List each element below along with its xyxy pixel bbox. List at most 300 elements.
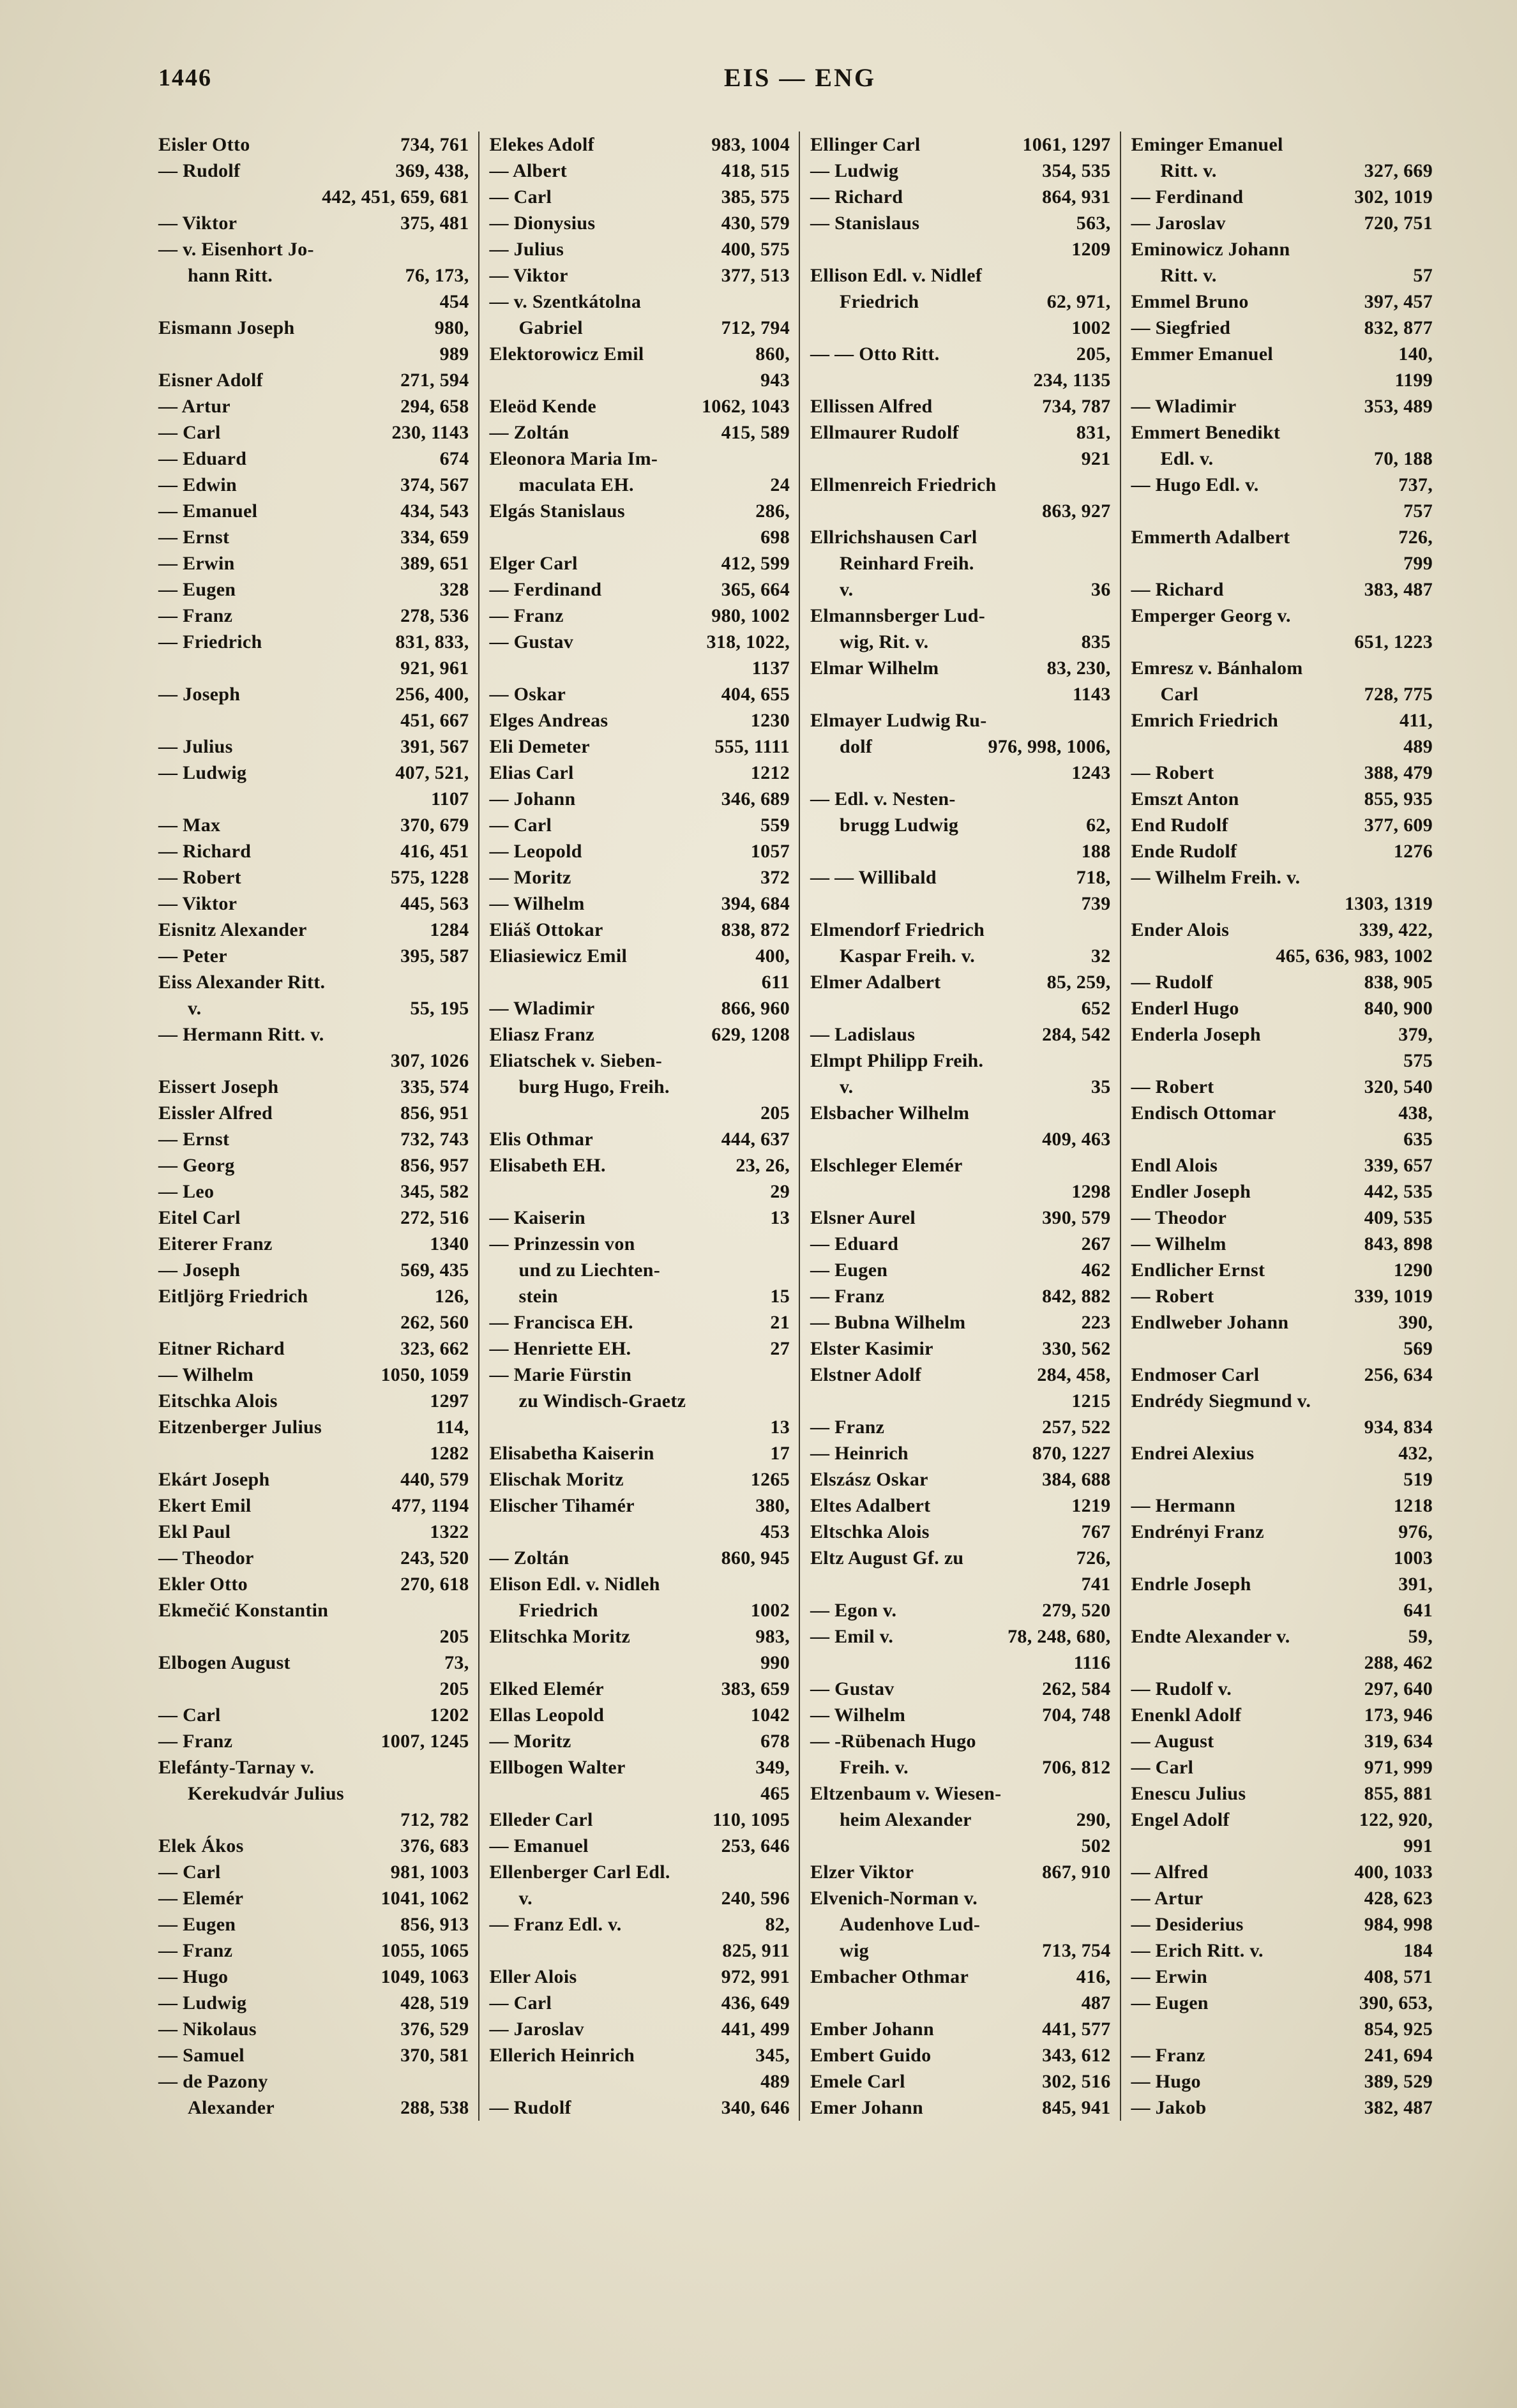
index-entry-line	[810, 969, 1111, 995]
entry-name: Eltz August Gf. zu	[810, 1547, 964, 1569]
entry-page-numbers: 713, 754	[1042, 1940, 1111, 1961]
index-entry-line	[1131, 943, 1433, 969]
entry-page-numbers: 256, 400,	[395, 684, 469, 705]
entry-name: — Joseph	[158, 684, 241, 705]
entry-name: Elmar Wilhelm	[810, 658, 939, 679]
entry-name: — Moritz	[489, 867, 571, 888]
entry-name: Emer Johann	[810, 2097, 923, 2118]
entry-page-numbers: 674	[439, 448, 469, 469]
entry-name: Enderl Hugo	[1131, 998, 1239, 1019]
index-entry-line	[810, 1205, 1111, 1231]
entry-page-numbers: 385, 575	[721, 186, 790, 207]
index-entry-line	[158, 1414, 469, 1440]
entry-page-numbers: 442, 451, 659, 681	[322, 186, 469, 207]
entry-page-numbers: 418, 515	[721, 160, 790, 181]
entry-page-numbers: 397, 457	[1364, 291, 1433, 312]
index-entry-line	[810, 550, 1111, 576]
index-entry-line	[158, 262, 469, 289]
index-entry-line	[158, 1074, 469, 1100]
index-entry-line	[810, 2016, 1111, 2042]
entry-name: Ellison Edl. v. Nidlef	[810, 265, 983, 286]
index-entry-line	[1131, 472, 1433, 498]
index-entry-line	[810, 1493, 1111, 1519]
entry-name: Eminger Emanuel	[1131, 134, 1283, 155]
index-entry-line	[158, 1388, 469, 1414]
entry-name: Emmerth Adalbert	[1131, 527, 1290, 548]
index-entry-line	[158, 1571, 469, 1597]
entry-page-numbers: 854, 925	[1364, 2019, 1433, 2040]
entry-name: — Hugo Edl. v.	[1131, 474, 1259, 495]
index-entry-line	[490, 1545, 790, 1571]
entry-name: Eltschka Alois	[810, 1521, 930, 1542]
entry-name: — Emanuel	[158, 500, 258, 522]
index-entry-line	[1131, 341, 1433, 367]
index-entry-line	[490, 681, 790, 707]
entry-name: — Eugen	[1131, 1992, 1209, 2013]
entry-page-numbers: 856, 957	[400, 1155, 469, 1176]
entry-page-numbers: 718,	[1076, 867, 1111, 888]
index-entry-line	[1131, 1597, 1433, 1623]
entry-name: — Franz	[810, 1417, 885, 1438]
entry-page-numbers: 294, 658	[400, 396, 469, 417]
index-entry-line	[490, 472, 790, 498]
entry-name: Elvenich-Norman v.	[810, 1888, 978, 1909]
index-entry-line	[490, 1021, 790, 1048]
entry-name: — Henriette EH.	[489, 1338, 631, 1359]
entry-page-numbers: 330, 562	[1042, 1338, 1111, 1359]
entry-page-numbers: 353, 489	[1364, 396, 1433, 417]
entry-name: — Julius	[158, 736, 233, 757]
index-entry-line	[158, 1754, 469, 1780]
entry-page-numbers: 302, 1019	[1354, 186, 1433, 207]
index-entry-line	[158, 576, 469, 603]
entry-page-numbers: 1303, 1319	[1345, 893, 1433, 914]
index-entry-line	[490, 1780, 790, 1807]
index-entry-line	[490, 1911, 790, 1938]
entry-page-numbers: 842, 882	[1042, 1286, 1111, 1307]
index-entry-line	[1131, 969, 1433, 995]
index-entry-line	[810, 1440, 1111, 1466]
index-entry-line	[490, 262, 790, 289]
entry-name: Eliasiewicz Emil	[489, 945, 628, 967]
entry-page-numbers: 55, 195	[410, 998, 469, 1019]
index-entry-line	[810, 995, 1111, 1021]
entry-name: Ellinger Carl	[810, 134, 921, 155]
index-entry-line	[490, 576, 790, 603]
entry-name: Ekert Emil	[158, 1495, 252, 1516]
entry-page-numbers: 205,	[1076, 343, 1111, 365]
entry-page-numbers: 430, 579	[721, 213, 790, 234]
index-entry-line	[490, 734, 790, 760]
entry-page-numbers: 383, 487	[1364, 579, 1433, 600]
index-entry-line	[810, 2042, 1111, 2068]
index-entry-line	[158, 1440, 469, 1466]
entry-page-numbers: 290,	[1076, 1809, 1111, 1830]
entry-name: Elisabeth EH.	[489, 1155, 606, 1176]
entry-name: — Wilhelm	[158, 1364, 254, 1385]
entry-page-numbers: 1116	[1073, 1652, 1111, 1673]
entry-name: — — Otto Ritt.	[810, 343, 940, 365]
entry-name: — Eugen	[810, 1260, 888, 1281]
entry-name: burg Hugo, Freih.	[518, 1076, 670, 1097]
index-entry-line	[810, 681, 1111, 707]
entry-page-numbers: 32	[1091, 945, 1111, 967]
entry-page-numbers: 21	[770, 1312, 790, 1333]
entry-name: — Emil v.	[810, 1626, 894, 1647]
entry-page-numbers: 374, 567	[400, 474, 469, 495]
entry-name: heim Alexander	[840, 1809, 972, 1830]
index-entry-line	[1131, 681, 1433, 707]
entry-page-numbers: 390,	[1398, 1312, 1433, 1333]
entry-page-numbers: 140,	[1398, 343, 1433, 365]
index-entry-line	[490, 1833, 790, 1859]
entry-page-numbers: 559	[760, 815, 790, 836]
entry-name: Eitner Richard	[158, 1338, 285, 1359]
entry-page-numbers: 635	[1403, 1129, 1433, 1150]
entry-page-numbers: 976, 998, 1006,	[988, 736, 1111, 757]
entry-name: maculata EH.	[518, 474, 634, 495]
index-entry-line	[490, 498, 790, 524]
entry-name: Elmer Adalbert	[810, 972, 941, 993]
entry-page-numbers: 62,	[1086, 815, 1111, 836]
index-entry-line	[490, 1885, 790, 1911]
page-number: 1446	[158, 64, 212, 91]
index-entry-line	[158, 1362, 469, 1388]
index-entry-line	[490, 550, 790, 576]
index-entry-line	[810, 812, 1111, 838]
index-entry-line	[158, 1833, 469, 1859]
entry-page-numbers: 734, 787	[1042, 396, 1111, 417]
entry-name: — Edl. v. Nesten-	[810, 788, 956, 809]
index-entry-line	[810, 1885, 1111, 1911]
index-entry-line	[1131, 210, 1433, 236]
index-entry-line	[490, 838, 790, 864]
entry-name: Emmer Emanuel	[1131, 343, 1273, 365]
entry-page-numbers: 339, 422,	[1359, 919, 1433, 940]
entry-name: — Franz	[1131, 2045, 1205, 2066]
entry-page-numbers: 739	[1081, 893, 1111, 914]
entry-name: — Viktor	[158, 213, 238, 234]
index-entry-line	[490, 995, 790, 1021]
index-entry-line	[1131, 1309, 1433, 1336]
entry-name: — Wladimir	[489, 998, 595, 1019]
entry-page-numbers: 416,	[1076, 1966, 1111, 1987]
index-entry-line	[1131, 1388, 1433, 1414]
entry-name: Elbogen August	[158, 1652, 291, 1673]
entry-name: Embert Guido	[810, 2045, 932, 2066]
index-entry-line	[810, 1623, 1111, 1650]
entry-page-numbers: 870, 1227	[1032, 1443, 1111, 1464]
index-entry-line	[490, 1859, 790, 1885]
entry-page-numbers: 726,	[1076, 1547, 1111, 1569]
entry-name: Elefánty-Tarnay v.	[158, 1757, 315, 1778]
entry-page-numbers: 78, 248, 680,	[1008, 1626, 1111, 1647]
index-entry-line	[158, 629, 469, 655]
entry-name: — Franz	[158, 1731, 233, 1752]
entry-name: — Gustav	[810, 1678, 894, 1699]
entry-page-numbers: 1007, 1245	[381, 1731, 469, 1752]
entry-page-numbers: 62, 971,	[1046, 291, 1111, 312]
entry-name: — Carl	[158, 1862, 221, 1883]
index-entry-line	[490, 1938, 790, 1964]
entry-name: Ellerich Heinrich	[489, 2045, 635, 2066]
entry-name: Elias Carl	[489, 762, 574, 783]
entry-page-numbers: 383, 659	[721, 1678, 790, 1699]
entry-name: v.	[840, 579, 854, 600]
index-entry-line	[158, 1493, 469, 1519]
index-entry-line	[1131, 1466, 1433, 1493]
entry-name: — Nikolaus	[158, 2019, 257, 2040]
entry-name: — Theodor	[158, 1547, 254, 1569]
entry-name: Elger Carl	[489, 553, 578, 574]
index-entry-line	[158, 707, 469, 734]
entry-name: — Eugen	[158, 579, 236, 600]
entry-page-numbers: 328	[439, 579, 469, 600]
index-entry-line	[810, 707, 1111, 734]
entry-page-numbers: 757	[1403, 500, 1433, 522]
entry-page-numbers: 407, 521,	[395, 762, 469, 783]
entry-name: Friedrich	[840, 291, 919, 312]
entry-page-numbers: 234, 1135	[1033, 370, 1111, 391]
index-entry-line	[810, 1362, 1111, 1388]
index-entry-line	[810, 315, 1111, 341]
index-entry-line	[1131, 1571, 1433, 1597]
entry-page-numbers: 126,	[434, 1286, 469, 1307]
entry-name: — Eugen	[158, 1914, 236, 1935]
entry-name: Elszász Oskar	[810, 1469, 928, 1490]
index-entry-line	[158, 969, 469, 995]
entry-page-numbers: 465	[760, 1783, 790, 1804]
entry-name: Endrei Alexius	[1131, 1443, 1255, 1464]
entry-page-numbers: 382, 487	[1364, 2097, 1433, 2118]
entry-page-numbers: 400, 575	[721, 239, 790, 260]
index-entry-line	[1131, 1807, 1433, 1833]
index-entry-line	[490, 419, 790, 446]
entry-page-numbers: 831, 833,	[395, 631, 469, 652]
entry-page-numbers: 271, 594	[400, 370, 469, 391]
entry-page-numbers: 408, 571	[1364, 1966, 1433, 1987]
entry-page-numbers: 1049, 1063	[381, 1966, 469, 1987]
entry-name: Eissler Alfred	[158, 1102, 273, 1124]
entry-name: Emrich Friedrich	[1131, 710, 1279, 731]
entry-name: — Ferdinand	[1131, 186, 1244, 207]
entry-name: Elekes Adolf	[489, 134, 594, 155]
index-entry-line	[158, 524, 469, 550]
entry-name: v.	[188, 998, 202, 1019]
index-entry-line	[490, 1388, 790, 1414]
entry-name: Eminowicz Johann	[1131, 239, 1290, 260]
index-entry-line	[490, 2095, 790, 2121]
index-entry-line	[490, 158, 790, 184]
index-entry-line	[158, 1283, 469, 1309]
index-entry-line	[158, 1257, 469, 1283]
entry-name: Elstner Adolf	[810, 1364, 922, 1385]
entry-name: — Bubna Wilhelm	[810, 1312, 966, 1333]
entry-page-numbers: 243, 520	[400, 1547, 469, 1569]
index-entry-line	[490, 2042, 790, 2068]
index-entry-line	[1131, 1074, 1433, 1100]
entry-name: Ende Rudolf	[1131, 841, 1237, 862]
entry-page-numbers: 1284	[430, 919, 469, 940]
entry-name: wig	[840, 1940, 869, 1961]
entry-page-numbers: 59,	[1408, 1626, 1433, 1647]
index-column-4	[1121, 132, 1442, 2121]
entry-name: — Heinrich	[810, 1443, 909, 1464]
index-entry-line	[810, 184, 1111, 210]
index-entry-line	[158, 1938, 469, 1964]
entry-name: Eleöd Kende	[489, 396, 596, 417]
entry-page-numbers: 307, 1026	[390, 1050, 469, 1071]
entry-page-numbers: 489	[1403, 736, 1433, 757]
entry-name: — Jaroslav	[489, 2019, 584, 2040]
entry-page-numbers: 453	[760, 1521, 790, 1542]
index-entry-line	[490, 367, 790, 393]
entry-name: Ekl Paul	[158, 1521, 231, 1542]
entry-name: — Rudolf	[158, 160, 241, 181]
entry-page-numbers: 375, 481	[400, 213, 469, 234]
entry-name: Ellmenreich Friedrich	[810, 474, 997, 495]
entry-page-numbers: 253, 646	[721, 1835, 790, 1856]
entry-name: — Eduard	[810, 1233, 899, 1254]
index-entry-line	[158, 472, 469, 498]
index-entry-line	[490, 864, 790, 891]
index-entry-line	[490, 1362, 790, 1388]
index-entry-line	[1131, 603, 1433, 629]
entry-page-numbers: 442, 535	[1364, 1181, 1433, 1202]
entry-name: Elison Edl. v. Nidleh	[489, 1574, 660, 1595]
index-entry-line	[1131, 1414, 1433, 1440]
index-column-1	[158, 132, 479, 2121]
entry-name: — Prinzessin von	[489, 1233, 635, 1254]
entry-name: Eitzenberger Julius	[158, 1417, 322, 1438]
entry-page-numbers: 205	[439, 1626, 469, 1647]
index-entry-line	[810, 1048, 1111, 1074]
entry-page-numbers: 840, 900	[1364, 998, 1433, 1019]
entry-page-numbers: 377, 513	[721, 265, 790, 286]
index-entry-line	[810, 1388, 1111, 1414]
entry-name: — Hugo	[158, 1966, 229, 1987]
entry-page-numbers: 838, 872	[721, 919, 790, 940]
entry-name: — Franz	[158, 1940, 233, 1961]
entry-page-numbers: 983,	[755, 1626, 790, 1647]
entry-page-numbers: 1340	[430, 1233, 469, 1254]
entry-name: — v. Eisenhort Jo-	[158, 239, 314, 260]
index-entry-line	[1131, 995, 1433, 1021]
entry-page-numbers: 340, 646	[721, 2097, 790, 2118]
entry-name: — — Willibald	[810, 867, 937, 888]
index-entry-line	[810, 1754, 1111, 1780]
entry-page-numbers: 835	[1081, 631, 1111, 652]
entry-page-numbers: 390, 653,	[1359, 1992, 1433, 2013]
entry-page-numbers: 698	[760, 527, 790, 548]
index-entry-line	[490, 393, 790, 419]
entry-page-numbers: 380,	[755, 1495, 790, 1516]
entry-name: — Dionysius	[489, 213, 596, 234]
entry-page-numbers: 114,	[435, 1417, 469, 1438]
entry-page-numbers: 262, 584	[1042, 1678, 1111, 1699]
index-entry-line	[1131, 2042, 1433, 2068]
entry-name: Elisabetha Kaiserin	[489, 1443, 654, 1464]
entry-page-numbers: 1243	[1071, 762, 1111, 783]
entry-page-numbers: 706, 812	[1042, 1757, 1111, 1778]
index-entry-line	[810, 1414, 1111, 1440]
entry-name: Emmel Bruno	[1131, 291, 1249, 312]
entry-page-numbers: 240, 596	[721, 1888, 790, 1909]
entry-page-numbers: 651, 1223	[1354, 631, 1433, 652]
entry-name: — Carl	[1131, 1757, 1194, 1778]
entry-page-numbers: 388, 479	[1364, 762, 1433, 783]
entry-page-numbers: 184	[1403, 1940, 1433, 1961]
index-entry-line	[1131, 1152, 1433, 1178]
entry-page-numbers: 262, 560	[400, 1312, 469, 1333]
index-entry-line	[158, 786, 469, 812]
entry-page-numbers: 376, 683	[400, 1835, 469, 1856]
entry-name: Enescu Julius	[1131, 1783, 1246, 1804]
entry-page-numbers: 438,	[1398, 1102, 1433, 1124]
entry-name: — de Pazony	[158, 2071, 268, 2092]
entry-page-numbers: 412, 599	[721, 553, 790, 574]
entry-name: — Wilhelm	[1131, 1233, 1226, 1254]
index-entry-line	[810, 1231, 1111, 1257]
entry-page-numbers: 451, 667	[400, 710, 469, 731]
index-entry-line	[1131, 1911, 1433, 1938]
index-entry-line	[158, 446, 469, 472]
index-entry-line	[1131, 1545, 1433, 1571]
index-entry-line	[490, 629, 790, 655]
entry-page-numbers: 1276	[1393, 841, 1433, 862]
entry-page-numbers: 1002	[1071, 317, 1111, 338]
entry-page-numbers: 1215	[1071, 1390, 1111, 1411]
entry-page-numbers: 83, 230,	[1046, 658, 1111, 679]
entry-page-numbers: 302, 516	[1042, 2071, 1111, 2092]
index-entry-line	[810, 603, 1111, 629]
index-entry-line	[158, 419, 469, 446]
entry-page-numbers: 1042	[750, 1704, 790, 1726]
index-entry-line	[1131, 891, 1433, 917]
entry-name: — Ludwig	[810, 160, 899, 181]
index-entry-line	[1131, 1440, 1433, 1466]
index-entry-line	[810, 943, 1111, 969]
entry-page-numbers: 1265	[750, 1469, 790, 1490]
entry-name: — Kaiserin	[489, 1207, 585, 1228]
index-entry-line	[1131, 1493, 1433, 1519]
entry-page-numbers: 205	[439, 1678, 469, 1699]
index-entry-line	[490, 1126, 790, 1152]
entry-name: Emszt Anton	[1131, 788, 1239, 809]
entry-page-numbers: 704, 748	[1042, 1704, 1111, 1726]
entry-page-numbers: 555, 1111	[714, 736, 790, 757]
index-entry-line	[490, 1728, 790, 1754]
entry-name: — Hugo	[1131, 2071, 1201, 2092]
entry-page-numbers: 70, 188	[1373, 448, 1433, 469]
entry-page-numbers: 73,	[444, 1652, 469, 1673]
entry-name: — Ludwig	[158, 1992, 247, 2013]
index-entry-line	[158, 1309, 469, 1336]
entry-name: — -Rübenach Hugo	[810, 1731, 976, 1752]
entry-page-numbers: 1107	[430, 788, 469, 809]
index-entry-line	[158, 1048, 469, 1074]
index-entry-line	[158, 603, 469, 629]
entry-page-numbers: 409, 535	[1364, 1207, 1433, 1228]
entry-name: Ekárt Joseph	[158, 1469, 270, 1490]
entry-page-numbers: 855, 935	[1364, 788, 1433, 809]
entry-page-numbers: 441, 499	[721, 2019, 790, 2040]
entry-name: Eli Demeter	[489, 736, 590, 757]
index-entry-line	[1131, 760, 1433, 786]
index-entry-line	[490, 1231, 790, 1257]
entry-page-numbers: 444, 637	[721, 1129, 790, 1150]
entry-page-numbers: 487	[1081, 1992, 1111, 2013]
